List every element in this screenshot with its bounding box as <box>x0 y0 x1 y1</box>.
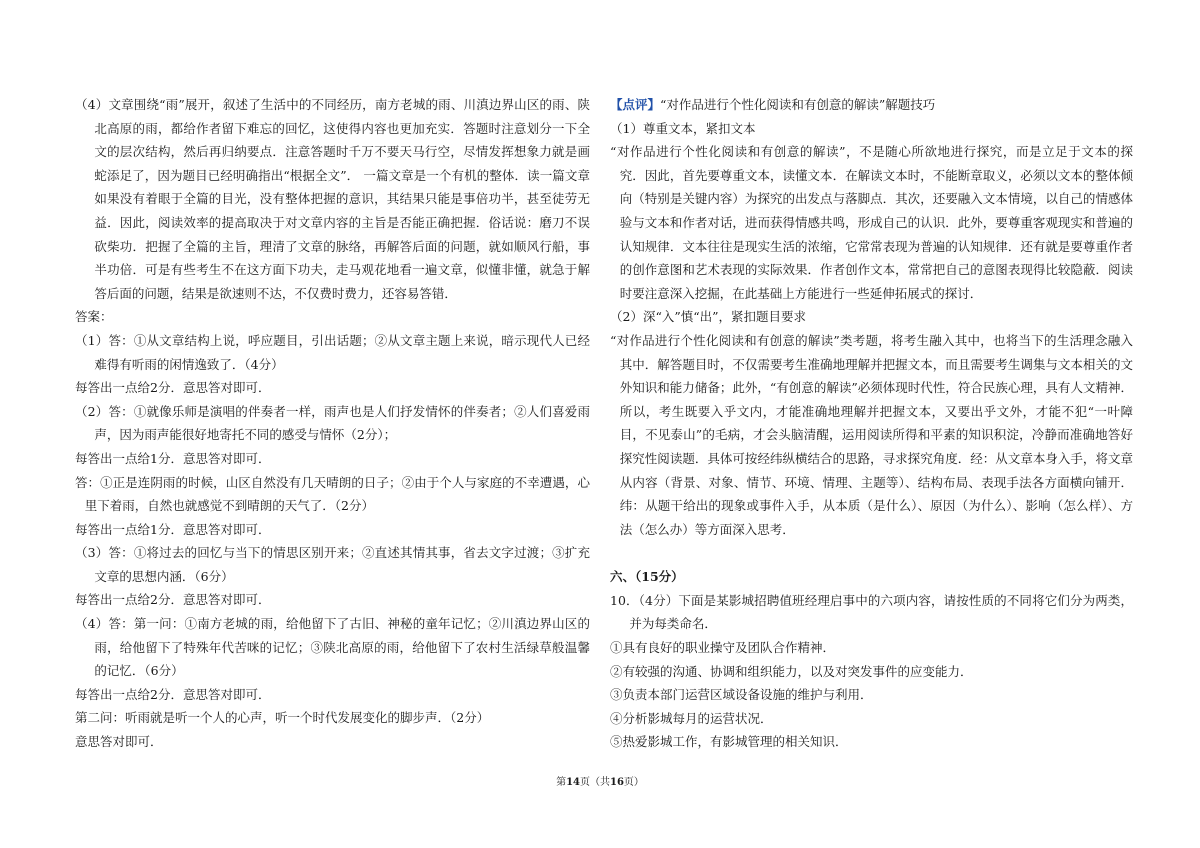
section-6-title: 六、（15分） <box>610 569 684 585</box>
footer-suffix: 页） <box>623 777 644 788</box>
review-point-1-body: “对作品进行个性化阅读和有创意的解读”，不是随心所欲地进行探究，而是立足于文本的探究．因此，首先要尊重文本，读懂文本．在解读文本时，不能断章取义，必须以文本的整体倾向（特别是关键内容）为探究的出发点与落脚点．其次，还要融入文本情境，以自己的情感体验与文本和作者对话，进而获得情感共鸣，形成自己的认识．此外，要尊重客观现实和普遍的认知规律．文本往往是现实生活的浓缩，它常常表现为普遍的认知规律．还有就是要尊重作者的创作意图和艺术表现的实际效果．作者创作文本，常常把自己的意图表现得比较隐蔽．阅读时要注意深入挖掘，在此基础上方能进行一些延伸拓展式的探讨． <box>610 144 1133 301</box>
review-bracket: 【点评】 <box>610 97 661 112</box>
q10-item-4: ④分析影城每月的运营状况． <box>610 710 773 726</box>
analysis-paragraph-4: （4）文章围绕“雨”展开，叙述了生活中的不同经历，南方老城的雨、川滇边界山区的雨、陕北高原的雨，都给作者留下难忘的回忆，这使得内容也更加充实．答题时注意划分一下全文的层次结构，然后再归纳要点．注意答题时千万不要天马行空，尽情发挥想象力就是画蛇添足了，因为题目已经明确指出“根据全文”． 一篇文章是一个有机的整体．读一篇文章如果没有着眼于全篇的目光，没有整体把握的意识，其结果只能是事倍功半，甚至徒劳无益．因此，阅读效率的提高取决于对文章内容的主旨是否能正确把握．俗话说：磨刀不误砍柴功．把握了全篇的主旨，理清了文章的脉络，再解答后面的问题，就如顺风行船，事半功倍．可是有些考生不在这方面下功夫，走马观花地看一遍文章，似懂非懂，就急于解答后面的问题，结果是欲速则不达，不仅费时费力，还容易答错． <box>75 97 590 301</box>
footer-mid: 页（共 <box>580 777 610 788</box>
page-footer <box>0 773 1200 788</box>
right-column <box>610 93 1133 754</box>
footer-total-pages: 16 <box>610 777 624 788</box>
answer-2b-scoring: 每答出一点给1分．意思答对即可． <box>75 521 271 537</box>
answer-3-scoring: 每答出一点给2分．意思答对即可． <box>75 592 271 608</box>
left-column <box>75 93 590 754</box>
answer-2b: 答：①正是连阴雨的时候，山区自然没有几天晴朗的日子；②由于个人与家庭的不幸遭遇，心里下着雨，自然也就感觉不到晴朗的天气了．（2分） <box>75 474 590 514</box>
review-heading <box>610 93 1133 117</box>
answer-1-scoring: 每答出一点给2分．意思答对即可． <box>75 380 271 396</box>
answer-label: 答案： <box>75 309 113 325</box>
question-10: 10．（4分）下面是某影城招聘值班经理启事中的六项内容，请按性质的不同将它们分为两类，并为每类命名． <box>610 592 1133 632</box>
answer-3: （3）答：①将过去的回忆与当下的情思区别开来；②直述其情其事，省去文字过渡；③扩充文章的思想内涵．（6分） <box>75 545 590 584</box>
q10-item-5: ⑤热爱影城工作，有影城管理的相关知识． <box>610 734 848 750</box>
q10-item-1: ①具有良好的职业操守及团队合作精神． <box>610 640 836 656</box>
answer-2: （2）答：①就像乐师是演唱的伴奏者一样，雨声也是人们抒发情怀的伴奏者；②人们喜爱雨声，因为雨声能很好地寄托不同的感受与情怀（2分）； <box>75 403 590 443</box>
review-point-2-body: “对作品进行个性化阅读和有创意的解读”类考题，将考生融入其中，也将当下的生活理念融入其中．解答题目时，不仅需要考生准确地理解并把握文本，而且需要考生调集与文本相关的文外知识和能力储备；此外，“有创意的解读”必须体现时代性，符合民族心理，具有人文精神．所以，考生既要入乎文内，才能准确地理解并把握文本，又要出乎文外，才能不犯“一叶障目，不见泰山”的毛病，才会头脑清醒，运用阅读所得和平素的知识积淀，冷静而准确地答好探究性阅读题．具体可按经纬纵横结合的思路，寻求探究角度．经：从文章本身入手，将文章从内容（背景、对象、情节、环境、情理、主题等）、结构布局、表现手法各方面横向铺开．纬：从题干给出的现象或事件入手，从本质（是什么）、原因（为什么）、影响（怎么样）、方法（怎么办）等方面深入思考． <box>610 332 1133 537</box>
answer-4: （4）答：第一问：①南方老城的雨，给他留下了古旧、神秘的童年记忆；②川滇边界山区的雨，给他留下了特殊年代苦咪的记忆；③陕北高原的雨，给他留下了农村生活绿草般温馨的记忆．（6分） <box>75 616 590 679</box>
q10-item-2: ②有较强的沟通、协调和组织能力，以及对突发事件的应变能力． <box>610 663 973 679</box>
review-title: “对作品进行个性化阅读和有创意的解读”解题技巧 <box>660 97 936 112</box>
answer-4b: 第二问：听雨就是听一个人的心声，听一个时代发展变化的脚步声．（2分） <box>75 710 490 726</box>
answer-4b-scoring: 意思答对即可． <box>75 734 163 750</box>
q10-item-3: ③负责本部门运营区域设备设施的维护与利用． <box>610 687 873 703</box>
review-point-1-title: （1）尊重文本，紧扣文本 <box>610 120 756 136</box>
footer-prefix: 第 <box>556 777 567 788</box>
answer-2-scoring: 每答出一点给1分．意思答对即可． <box>75 450 271 466</box>
footer-page-number: 14 <box>566 777 580 788</box>
review-point-2-title: （2）深“入”慎“出”，紧扣题目要求 <box>610 309 807 325</box>
answer-4-scoring: 每答出一点给2分．意思答对即可． <box>75 686 271 702</box>
answer-1: （1）答：①从文章结构上说，呼应题目，引出话题；②从文章主题上来说，暗示现代人已经难得有听雨的闲情逸致了．（4分） <box>75 332 590 372</box>
